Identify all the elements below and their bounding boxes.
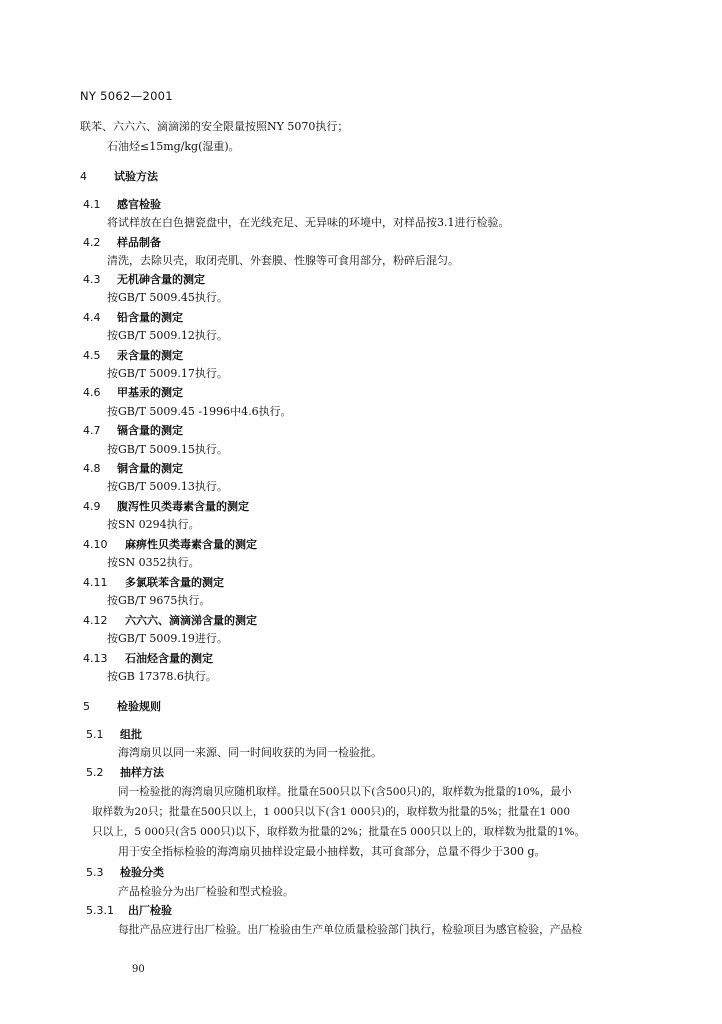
section-4-8-text: 按GB/T 5009.13执行。 — [107, 480, 228, 493]
section-title: 镉含量的测定 — [117, 424, 183, 437]
section-title: 甲基汞的测定 — [117, 386, 183, 399]
section-number: 5.3.1 — [86, 904, 114, 917]
section-title: 感官检验 — [117, 198, 161, 211]
section-number: 5 — [83, 700, 90, 713]
section-4-3-heading — [83, 273, 205, 287]
section-4-6-heading — [83, 386, 183, 400]
section-5-2-line-2: 取样数为20只；批量在500只以上，1 000只以下(含1 000只)的，取样数为批量的5%；批量在1 000 — [92, 806, 571, 818]
section-title: 多氯联苯含量的测定 — [125, 576, 224, 589]
section-5-1-heading — [86, 728, 142, 742]
section-title: 出厂检验 — [128, 904, 172, 917]
section-title: 汞含量的测定 — [117, 349, 183, 362]
section-number: 5.2 — [86, 766, 104, 779]
section-5-2-line-1: 同一检验批的海湾扇贝应随机取样。批量在500只以下(含500只)的，取样数为批量的10%，最小 — [118, 786, 572, 798]
section-number: 4.5 — [83, 349, 101, 362]
section-title: 样品制备 — [117, 236, 161, 249]
section-4-5-heading — [83, 349, 183, 363]
section-title: 试验方法 — [114, 170, 158, 183]
section-number: 4.13 — [83, 652, 108, 665]
section-4-12-heading — [83, 614, 257, 628]
section-4-heading — [80, 170, 158, 184]
section-4-8-heading — [83, 462, 183, 476]
section-5-3-text: 产品检验分为出厂检验和型式检验。 — [118, 885, 294, 898]
section-number: 4 — [80, 170, 87, 183]
section-4-11-heading — [83, 576, 224, 590]
section-5-2-heading — [86, 766, 164, 780]
section-4-9-heading — [83, 500, 249, 514]
section-4-6-text: 按GB/T 5009.45 -1996中4.6执行。 — [107, 405, 292, 418]
section-5-3-1-text: 每批产品应进行出厂检验。出厂检验由生产单位质量检验部门执行，检验项目为感官检验，产品检 — [118, 923, 583, 936]
section-5-3-1-heading — [86, 904, 172, 918]
section-number: 4.6 — [83, 386, 101, 399]
section-title: 检验规则 — [117, 700, 161, 713]
section-number: 4.7 — [83, 424, 101, 437]
section-4-1-text: 将试样放在白色搪瓷盘中，在光线充足、无异味的环境中，对样品按3.1进行检验。 — [107, 216, 510, 229]
section-title: 无机砷含量的测定 — [117, 273, 205, 286]
section-4-4-heading — [83, 311, 183, 325]
section-4-10-text: 按SN 0352执行。 — [107, 556, 200, 569]
section-4-2-heading — [83, 236, 161, 250]
section-4-2-text: 清洗，去除贝壳，取闭壳肌、外套膜、性腺等可食用部分，粉碎后混匀。 — [107, 254, 459, 267]
section-4-4-text: 按GB/T 5009.12执行。 — [107, 329, 228, 342]
section-4-10-heading — [83, 538, 257, 552]
section-title: 铜含量的测定 — [117, 462, 183, 475]
section-number: 4.1 — [83, 198, 101, 211]
section-title: 组批 — [120, 728, 142, 741]
section-4-7-heading — [83, 424, 183, 438]
section-4-13-text: 按GB 17378.6执行。 — [107, 670, 217, 683]
section-number: 4.4 — [83, 311, 101, 324]
standard-code-header: NY 5062—2001 — [80, 89, 173, 103]
intro-line-1: 联苯、六六六、滴滴涕的安全限量按照NY 5070执行； — [80, 120, 349, 133]
section-title: 腹泻性贝类毒素含量的测定 — [117, 500, 249, 513]
section-title: 麻痹性贝类毒素含量的测定 — [125, 538, 257, 551]
section-title: 抽样方法 — [120, 766, 164, 779]
section-4-11-text: 按GB/T 9675执行。 — [107, 594, 211, 607]
section-5-2-line-4: 用于安全指标检验的海湾扇贝抽样设定最小抽样数，其可食部分，总量不得少于300 g。 — [118, 845, 546, 858]
section-number: 4.12 — [83, 614, 108, 627]
section-4-9-text: 按SN 0294执行。 — [107, 518, 200, 531]
page-number: 90 — [132, 964, 145, 975]
section-number: 4.3 — [83, 273, 101, 286]
section-number: 5.1 — [86, 728, 104, 741]
section-5-heading — [83, 700, 161, 714]
section-4-5-text: 按GB/T 5009.17执行。 — [107, 367, 228, 380]
section-4-7-text: 按GB/T 5009.15执行。 — [107, 443, 228, 456]
section-5-2-line-3: 只以上，5 000只(含5 000只)以下，取样数为批量的2%；批量在5 000只以上的，取样数为批量的1%。 — [92, 826, 586, 838]
section-title: 检验分类 — [120, 866, 164, 879]
section-title: 六六六、滴滴涕含量的测定 — [125, 614, 257, 627]
section-4-3-text: 按GB/T 5009.45执行。 — [107, 291, 228, 304]
section-number: 5.3 — [86, 866, 104, 879]
section-4-1-heading — [83, 198, 161, 212]
section-number: 4.2 — [83, 236, 101, 249]
section-title: 石油烃含量的测定 — [125, 652, 213, 665]
section-number: 4.10 — [83, 538, 108, 551]
intro-line-2: 石油烃≤15mg/kg(湿重)。 — [107, 140, 240, 153]
section-number: 4.8 — [83, 462, 101, 475]
section-number: 4.11 — [83, 576, 108, 589]
section-5-1-text: 海湾扇贝以同一来源、同一时间收获的为同一检验批。 — [118, 746, 382, 759]
section-number: 4.9 — [83, 500, 101, 513]
section-4-12-text: 按GB/T 5009.19进行。 — [107, 632, 228, 645]
section-title: 铅含量的测定 — [117, 311, 183, 324]
section-4-13-heading — [83, 652, 213, 666]
section-5-3-heading — [86, 866, 164, 880]
